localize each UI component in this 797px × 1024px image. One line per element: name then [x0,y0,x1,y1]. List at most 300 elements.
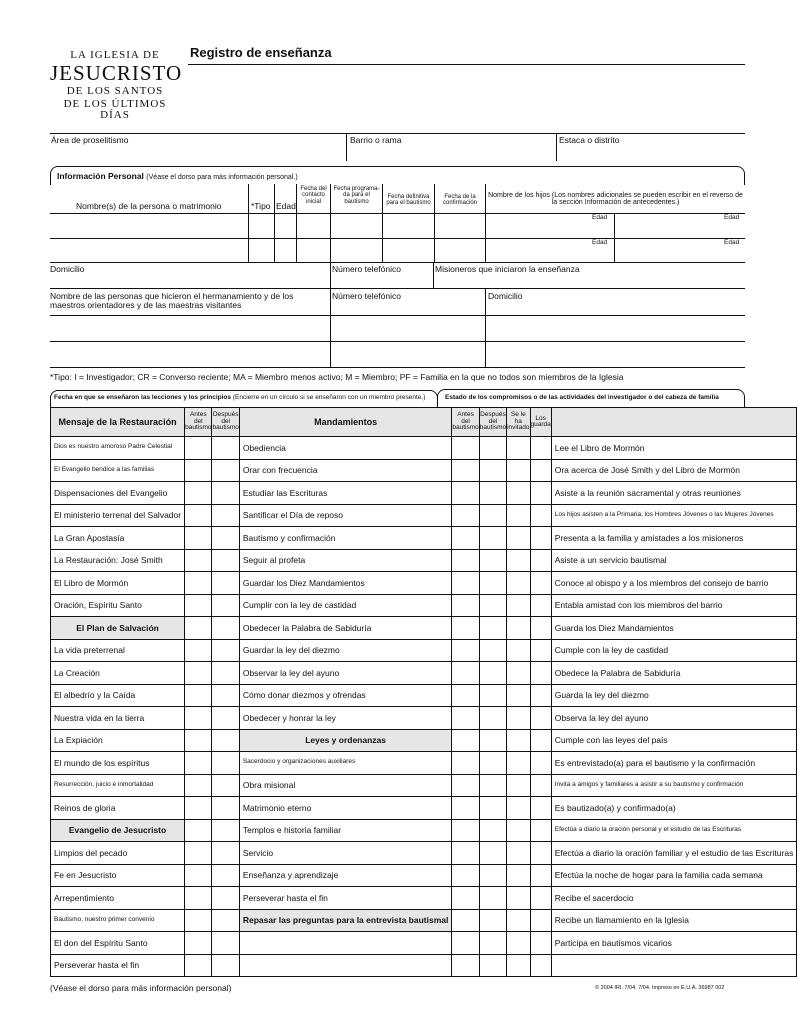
copyright: © 2004 IRI. 7/04. 7/04. Impreso en E.U.A. 36987 002 [595,985,725,991]
col-definitiva: Fecha definitiva para el bautismo [386,194,431,207]
date-cell[interactable] [452,527,479,550]
date-cell[interactable] [452,864,479,887]
mensaje-cell: Nuestra vida en la tierra [51,707,185,730]
date-cell[interactable] [212,459,239,482]
table-row [51,819,797,842]
invitado-cell[interactable] [507,662,530,685]
date-cell[interactable] [479,729,506,752]
info-tab-title: Información Personal [57,171,144,181]
col-programada: Fecha programa-da para el bautismo [333,186,380,205]
table-row [51,459,797,482]
compromiso-cell: Ora acerca de José Smith y del Libro de Mormón [551,459,797,482]
invitado-cell[interactable] [507,729,530,752]
date-cell[interactable] [185,572,212,595]
date-cell[interactable] [185,932,212,955]
date-cell[interactable] [212,797,239,820]
date-cell[interactable] [185,887,212,910]
compromiso-cell: Participa en bautismos vicarios [551,932,797,955]
guarda-cell[interactable] [530,437,551,460]
guarda-cell[interactable] [530,729,551,752]
table-row [51,437,797,460]
compromiso-cell: Recibe el sacerdocio [551,887,797,910]
divider [485,184,486,262]
guarda-cell[interactable] [530,819,551,842]
guarda-cell[interactable] [530,752,551,775]
date-cell[interactable] [479,617,506,640]
domicilio-label: Domicilio [50,264,85,274]
guarda-cell[interactable] [530,887,551,910]
mensaje-cell: El ministerio terrenal del Salvador [51,504,185,527]
table-row [51,954,797,977]
date-cell[interactable] [185,842,212,865]
tipo-note: *Tipo: I = Investigador; CR = Converso reciente; MA = Miembro menos activo; M = Miembro; PF = Familia en la que no todos son miembros de la Iglesia [50,372,624,382]
mensaje-cell: Limpios del pecado [51,842,185,865]
date-cell[interactable] [212,707,239,730]
edad-label: Edad [724,214,740,221]
table-row [51,639,797,662]
edad-label: Edad [724,239,740,246]
guarda-cell[interactable] [530,932,551,955]
divider [50,262,745,263]
mensaje-cell: Dios es nuestro amoroso Padre Celestial [51,437,185,460]
col-hijos: Nombre de los hijos (Los nombres adicionales se pueden escribir en el reverso de la sección Información de antecedentes.) [488,192,743,207]
mandamiento-cell [239,954,452,977]
header-despues: Después del bautismo [212,408,239,437]
date-cell[interactable] [479,527,506,550]
invitado-cell[interactable] [507,954,530,977]
mensaje-cell: Dispensaciones del Evangelio [51,482,185,505]
date-cell[interactable] [185,482,212,505]
guarda-cell[interactable] [530,459,551,482]
date-cell[interactable] [212,572,239,595]
form-title: Registro de enseñanza [190,45,332,60]
mandamiento-cell: Matrimonio eterno [239,797,452,820]
date-cell[interactable] [212,887,239,910]
lessons-table [50,407,797,977]
top-fields-rule [50,133,745,134]
col-edad: Edad [276,201,296,211]
date-cell[interactable] [479,437,506,460]
date-cell[interactable] [479,459,506,482]
mensaje-cell: El Libro de Mormón [51,572,185,595]
date-cell[interactable] [185,954,212,977]
date-cell[interactable] [452,617,479,640]
date-cell[interactable] [212,437,239,460]
date-cell[interactable] [452,819,479,842]
mandamiento-cell: Cómo donar diezmos y ofrendas [239,684,452,707]
date-cell[interactable] [185,594,212,617]
date-cell[interactable] [212,662,239,685]
header-estado [551,408,797,437]
date-cell[interactable] [212,819,239,842]
invitado-cell[interactable] [507,504,530,527]
date-cell[interactable] [185,797,212,820]
header-mandamientos: Mandamientos [239,408,452,437]
mandamiento-cell: Perseverar hasta el fin [239,887,452,910]
compromiso-cell: Asiste a la reunión sacramental y otras reuniones [551,482,797,505]
date-cell[interactable] [479,549,506,572]
date-cell[interactable] [452,887,479,910]
telefono-label: Número telefónico [332,264,401,274]
edad-label: Edad [592,214,608,221]
date-cell[interactable] [185,729,212,752]
date-cell[interactable] [452,752,479,775]
date-cell[interactable] [452,684,479,707]
col-nombre: Nombre(s) de la persona o matrimonio [76,201,222,211]
header-invitado: Se le ha invitado [507,408,530,437]
table-row [51,617,797,640]
invitado-cell[interactable] [507,594,530,617]
mandamiento-cell: Cumplir con la ley de castidad [239,594,452,617]
info-tab-note: (Véase el dorso para más información personal.) [146,174,298,181]
date-cell[interactable] [479,504,506,527]
mandamiento-cell: Bautismo y confirmación [239,527,452,550]
date-cell[interactable] [185,527,212,550]
date-cell[interactable] [452,594,479,617]
date-cell[interactable] [452,482,479,505]
compromiso-cell: Conoce al obispo y a los miembros del consejo de barrio [551,572,797,595]
table-row [51,662,797,685]
compromiso-cell: Lee el Libro de Mormón [551,437,797,460]
table-row [51,774,797,797]
guarda-cell[interactable] [530,684,551,707]
header-mensaje: Mensaje de la Restauración [51,408,185,437]
mensaje-cell: Fe en Jesucristo [51,864,185,887]
date-cell[interactable] [452,909,479,932]
mandamiento-cell: Seguir al profeta [239,549,452,572]
footer-note: (Véase el dorso para más información personal) [50,983,232,993]
date-cell[interactable] [479,842,506,865]
mandamiento-cell: Obedecer y honrar la ley [239,707,452,730]
table-row [51,684,797,707]
guarda-cell[interactable] [530,617,551,640]
compromiso-cell: Efectúa a diario la oración personal y el estudio de las Escrituras [551,819,797,842]
date-cell[interactable] [185,819,212,842]
compromiso-cell: Cumple con las leyes del país [551,729,797,752]
date-cell[interactable] [452,639,479,662]
date-cell[interactable] [185,504,212,527]
header-antes-2: Antes del bautismo [452,408,479,437]
date-cell[interactable] [479,684,506,707]
mandamiento-cell: Servicio [239,842,452,865]
compromiso-cell: Asiste a un servicio bautismal [551,549,797,572]
divider [50,367,745,368]
table-row [51,707,797,730]
mensaje-cell: El Evangelio bendice a las familias [51,459,185,482]
date-cell[interactable] [185,684,212,707]
date-cell[interactable] [185,639,212,662]
church-logo [50,49,183,121]
date-cell[interactable] [479,909,506,932]
date-cell[interactable] [479,864,506,887]
mensaje-cell: Bautismo, nuestro primer convenio [51,909,185,932]
compromiso-cell: Efectúa la noche de hogar para la familia cada semana [551,864,797,887]
date-cell[interactable] [452,842,479,865]
date-cell[interactable] [479,797,506,820]
date-cell[interactable] [212,594,239,617]
compromiso-cell: Observa la ley del ayuno [551,707,797,730]
invitado-cell[interactable] [507,864,530,887]
guarda-cell[interactable] [530,954,551,977]
date-cell[interactable] [212,639,239,662]
date-cell[interactable] [212,504,239,527]
invitado-cell[interactable] [507,752,530,775]
invitado-cell[interactable] [507,549,530,572]
invitado-cell[interactable] [507,932,530,955]
divider [274,184,275,262]
table-row [51,752,797,775]
date-cell[interactable] [479,662,506,685]
mensaje-cell: Arrepentimiento [51,887,185,910]
invitado-cell[interactable] [507,684,530,707]
divider [50,288,745,289]
mandamiento-cell: Estudiar las Escrituras [239,482,452,505]
date-cell[interactable] [479,572,506,595]
mensaje-cell: El Plan de Salvación [51,617,185,640]
date-cell[interactable] [212,684,239,707]
compromiso-cell: Presenta a la familia y amistades a los misioneros [551,527,797,550]
table-row [51,797,797,820]
date-cell[interactable] [212,549,239,572]
guarda-cell[interactable] [530,504,551,527]
date-cell[interactable] [212,752,239,775]
mandamiento-cell: Guardar la ley del diezmo [239,639,452,662]
date-cell[interactable] [452,729,479,752]
invitado-cell[interactable] [507,819,530,842]
mensaje-cell: El mundo de los espíritus [51,752,185,775]
date-cell[interactable] [479,954,506,977]
divider [50,238,745,239]
date-cell[interactable] [452,549,479,572]
table-row [51,842,797,865]
divider [485,288,486,367]
guarda-cell[interactable] [530,909,551,932]
date-cell[interactable] [479,887,506,910]
table-row [51,549,797,572]
date-cell[interactable] [185,774,212,797]
header-guarda: Los guarda [530,408,551,437]
guarda-cell[interactable] [530,842,551,865]
barrio-field-label: Barrio o rama [350,135,402,145]
table-row [51,527,797,550]
table-row [51,932,797,955]
mensaje-cell: La Expiación [51,729,185,752]
guarda-cell[interactable] [530,662,551,685]
guarda-cell[interactable] [530,482,551,505]
invitado-cell[interactable] [507,909,530,932]
compromiso-cell: Es bautizado(a) y confirmado(a) [551,797,797,820]
date-cell[interactable] [185,864,212,887]
mandamiento-cell: Leyes y ordenanzas [239,729,452,752]
date-cell[interactable] [185,617,212,640]
col-tipo: *Tipo [251,201,271,211]
guarda-cell[interactable] [530,774,551,797]
divider [50,315,745,316]
mandamiento-cell: Enseñanza y aprendizaje [239,864,452,887]
estaca-field-label: Estaca o distrito [559,135,620,145]
mensaje-cell: El albedrío y la Caída [51,684,185,707]
table-row [51,504,797,527]
mensaje-cell: La Restauración: José Smith [51,549,185,572]
telefono2-label: Número telefónico [332,291,401,301]
date-cell[interactable] [185,909,212,932]
divider [248,184,249,262]
invitado-cell[interactable] [507,482,530,505]
mensaje-cell: Perseverar hasta el fin [51,954,185,977]
mensaje-cell: La Creación [51,662,185,685]
date-cell[interactable] [212,729,239,752]
divider [433,262,434,288]
guarda-cell[interactable] [530,864,551,887]
mandamiento-cell: Repasar las preguntas para la entrevista bautismal [239,909,452,932]
col-contacto: Fecha del contacto inicial [300,186,327,205]
date-cell[interactable] [185,662,212,685]
divider [50,341,745,342]
mensaje-cell: Reinos de gloria [51,797,185,820]
date-cell[interactable] [479,932,506,955]
date-cell[interactable] [212,864,239,887]
date-cell[interactable] [452,932,479,955]
guarda-cell[interactable] [530,572,551,595]
compromiso-cell: Recibe un llamamiento en la Iglesia [551,909,797,932]
logo-line-3: DE LOS SANTOS [66,85,164,97]
hermanamiento-label: Nombre de las personas que hicieron el hermanamiento y de los maestros orientadores y de las maestras visitantes [50,291,294,310]
invitado-cell[interactable] [507,459,530,482]
date-cell[interactable] [212,842,239,865]
divider [346,133,347,161]
date-cell[interactable] [185,437,212,460]
invitado-cell[interactable] [507,707,530,730]
invitado-cell[interactable] [507,842,530,865]
logo-line-2: JESUCRISTO [50,61,183,85]
compromiso-cell: Guarda los Diez Mandamientos [551,617,797,640]
date-cell[interactable] [212,482,239,505]
compromiso-cell: Guarda la ley del diezmo [551,684,797,707]
misioneros-label: Misioneros que iniciaron la enseñanza [435,264,580,274]
guarda-cell[interactable] [530,707,551,730]
lessons-tab-note: (Encierre en un círculo si se enseñaron con un miembro presente.) [232,394,426,401]
mandamiento-cell: Templos e historia familiar [239,819,452,842]
logo-line-1: LA IGLESIA DE [70,49,160,61]
mandamiento-cell: Guardar los Diez Mandamientos [239,572,452,595]
date-cell[interactable] [212,932,239,955]
status-tab [437,389,745,407]
date-cell[interactable] [185,549,212,572]
date-cell[interactable] [452,504,479,527]
divider [556,133,557,161]
info-personal-tab [50,166,745,185]
date-cell[interactable] [479,639,506,662]
date-cell[interactable] [212,774,239,797]
mensaje-cell: La Gran Apostasía [51,527,185,550]
header-antes: Antes del bautismo [185,408,212,437]
compromiso-cell: Entabla amistad con los miembros del barrio [551,594,797,617]
mandamiento-cell: Obedecer la Palabra de Sabiduría [239,617,452,640]
date-cell[interactable] [212,909,239,932]
date-cell[interactable] [479,707,506,730]
date-cell[interactable] [452,707,479,730]
date-cell[interactable] [479,774,506,797]
compromiso-cell: Los hijos asisten a la Primaria, los Hombres Jóvenes o las Mujeres Jóvenes [551,504,797,527]
mensaje-cell: Evangelio de Jesucristo [51,819,185,842]
compromiso-cell: Obedece la Palabra de Sabiduría [551,662,797,685]
guarda-cell[interactable] [530,797,551,820]
invitado-cell[interactable] [507,617,530,640]
lessons-tab-title: Fecha en que se enseñaron las lecciones y los principios [54,394,232,401]
edad-label: Edad [592,239,608,246]
mandamiento-cell: Orar con frecuencia [239,459,452,482]
date-cell[interactable] [185,459,212,482]
date-cell[interactable] [212,954,239,977]
date-cell[interactable] [185,707,212,730]
lessons-tab [50,390,438,407]
invitado-cell[interactable] [507,797,530,820]
date-cell[interactable] [452,954,479,977]
date-cell[interactable] [452,662,479,685]
compromiso-cell: Invita a amigos y familiares a asistir a su bautismo y confirmación [551,774,797,797]
mensaje-cell: La vida preterrenal [51,639,185,662]
guarda-cell[interactable] [530,549,551,572]
area-field-label: Área de proselitismo [51,135,129,145]
guarda-cell[interactable] [530,527,551,550]
domicilio2-label: Domicilio [488,291,523,301]
date-cell[interactable] [452,572,479,595]
mandamiento-cell: Sacerdocio y organizaciones auxiliares [239,752,452,775]
compromiso-cell [551,954,797,977]
invitado-cell[interactable] [507,437,530,460]
table-row [51,887,797,910]
mandamiento-cell: Observar la ley del ayuno [239,662,452,685]
mensaje-cell: Resurrección, juicio e inmortalidad [51,774,185,797]
invitado-cell[interactable] [507,639,530,662]
header-despues-2: Después del bautismo [479,408,506,437]
mensaje-cell: Oración, Espíritu Santo [51,594,185,617]
date-cell[interactable] [479,752,506,775]
title-rule [188,64,745,65]
invitado-cell[interactable] [507,527,530,550]
table-row [51,909,797,932]
date-cell[interactable] [452,774,479,797]
logo-line-4: DE LOS ÚLTIMOS DÍAS [63,98,167,121]
divider [50,213,745,214]
date-cell[interactable] [452,459,479,482]
table-row [51,482,797,505]
mandamiento-cell [239,932,452,955]
invitado-cell[interactable] [507,887,530,910]
compromiso-cell: Es entrevistado(a) para el bautismo y la confirmación [551,752,797,775]
mensaje-cell: El don del Espíritu Santo [51,932,185,955]
mandamiento-cell: Santificar el Día de reposo [239,504,452,527]
compromiso-cell: Efectúa a diario la oración familiar y el estudio de las Escrituras [551,842,797,865]
guarda-cell[interactable] [530,594,551,617]
guarda-cell[interactable] [530,639,551,662]
status-tab-title: Estado de los compromisos o de las actividades del investigador o del cabeza de familia [445,394,719,401]
mandamiento-cell: Obra misional [239,774,452,797]
date-cell[interactable] [212,527,239,550]
date-cell[interactable] [212,617,239,640]
date-cell[interactable] [479,819,506,842]
date-cell[interactable] [452,437,479,460]
date-cell[interactable] [185,752,212,775]
date-cell[interactable] [452,797,479,820]
invitado-cell[interactable] [507,572,530,595]
invitado-cell[interactable] [507,774,530,797]
compromiso-cell: Cumple con la ley de castidad [551,639,797,662]
date-cell[interactable] [479,594,506,617]
table-row [51,864,797,887]
col-confirmacion: Fecha de la confirmación [442,194,477,207]
date-cell[interactable] [479,482,506,505]
